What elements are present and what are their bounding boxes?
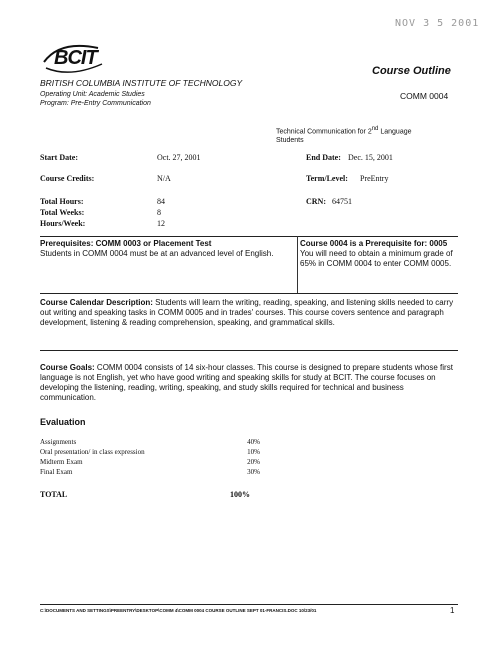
evaluation-item-pct: 20% — [247, 458, 260, 466]
prereq-right — [300, 239, 458, 269]
prereq-body: Students in COMM 0004 must be at an advanced level of English. — [40, 249, 274, 258]
total-label: TOTAL — [40, 490, 68, 499]
received-stamp: NOV 3 5 2001 — [395, 18, 480, 29]
course-title-line2: Students — [276, 137, 304, 145]
evaluation-item-name: Final Exam — [40, 468, 73, 476]
prereq-left — [40, 239, 290, 259]
doc-type-title: Course Outline — [372, 65, 451, 77]
description-rule — [40, 350, 458, 351]
prereq-right-title: Course 0004 is a Prerequisite for: 0005 — [300, 239, 448, 248]
term-label: Term/Level: — [306, 174, 348, 183]
total-weeks-value: 8 — [157, 208, 161, 217]
prereq-right-body: You will need to obtain a minimum grade of 65% in COMM 0004 to enter COMM 0005. — [300, 249, 453, 268]
evaluation-item-name: Midterm Exam — [40, 458, 83, 466]
end-date-value: Dec. 15, 2001 — [348, 153, 393, 162]
footer-rule — [40, 604, 458, 605]
crn-value: 64751 — [332, 197, 352, 206]
credits-label: Course Credits: — [40, 174, 95, 183]
hours-week-value: 12 — [157, 219, 165, 228]
course-title-sup: nd — [371, 126, 379, 132]
crn-label: CRN: — [306, 197, 326, 206]
program: Program: Pre-Entry Communication — [40, 100, 151, 107]
total-hours-value: 84 — [157, 197, 165, 206]
hours-week-label: Hours/Week: — [40, 219, 86, 228]
prereq-top-rule — [40, 236, 458, 237]
evaluation-row — [40, 447, 260, 457]
course-goals — [40, 363, 458, 403]
evaluation-table — [40, 437, 260, 477]
total-value: 100% — [230, 490, 250, 499]
course-code: COMM 0004 — [400, 91, 449, 101]
total-hours-label: Total Hours: — [40, 197, 84, 206]
description-label: Course Calendar Description: — [40, 298, 153, 307]
evaluation-item-pct: 10% — [247, 448, 260, 456]
total-weeks-label: Total Weeks: — [40, 208, 85, 217]
logo-text: BCIT — [54, 47, 97, 69]
end-date-label: End Date: — [306, 153, 341, 162]
term-value: PreEntry — [360, 174, 389, 183]
page-number: 1 — [450, 606, 455, 615]
bcit-logo — [40, 42, 110, 76]
evaluation-row — [40, 457, 260, 467]
prereq-title: Prerequisites: COMM 0003 or Placement Test — [40, 239, 212, 248]
start-date-value: Oct. 27, 2001 — [157, 153, 201, 162]
course-title — [276, 125, 412, 145]
course-description — [40, 298, 458, 328]
description-text: Students will learn the writing, reading, speaking, and listening skills needed to carry out writing and speaking tasks in COMM 0005 and in trades' courses. This course covers sentence and paragraph development, listening & reading comprehension, speaking, and grammatical skills. — [40, 298, 454, 327]
prereq-divider — [297, 236, 298, 293]
course-title-line1-end: Language — [378, 128, 412, 136]
credits-value: N/A — [157, 174, 171, 183]
start-date-label: Start Date: — [40, 153, 78, 162]
prereq-bottom-rule — [40, 293, 458, 294]
goals-text: COMM 0004 consists of 14 six-hour classes. This course is designed to prepare students whose first language is not English, yet who have good writing and speaking skills for study at BCIT. The course focuses on developing the listening, reading, writing, speaking, and study skills required for technical and business communication. — [40, 363, 453, 402]
institute-name: BRITISH COLUMBIA INSTITUTE OF TECHNOLOGY — [40, 78, 243, 88]
evaluation-item-name: Oral presentation/ in class expression — [40, 448, 145, 456]
footer-path: C:\DOCUMENTS AND SETTINGS\PREENTRY\DESKTOP\COMM 4\COMM 0004 COURSE OUTLINE SEPT 01-FRANCIS.DOC 10/23/01 — [40, 608, 317, 613]
evaluation-item-name: Assignments — [40, 438, 77, 446]
evaluation-row — [40, 437, 260, 447]
evaluation-item-pct: 30% — [247, 468, 260, 476]
evaluation-title: Evaluation — [40, 417, 86, 427]
evaluation-item-pct: 40% — [247, 438, 260, 446]
operating-unit: Operating Unit: Academic Studies — [40, 91, 145, 98]
evaluation-row — [40, 467, 260, 477]
course-title-line1: Technical Communication for 2 — [276, 128, 372, 136]
goals-label: Course Goals: — [40, 363, 95, 372]
